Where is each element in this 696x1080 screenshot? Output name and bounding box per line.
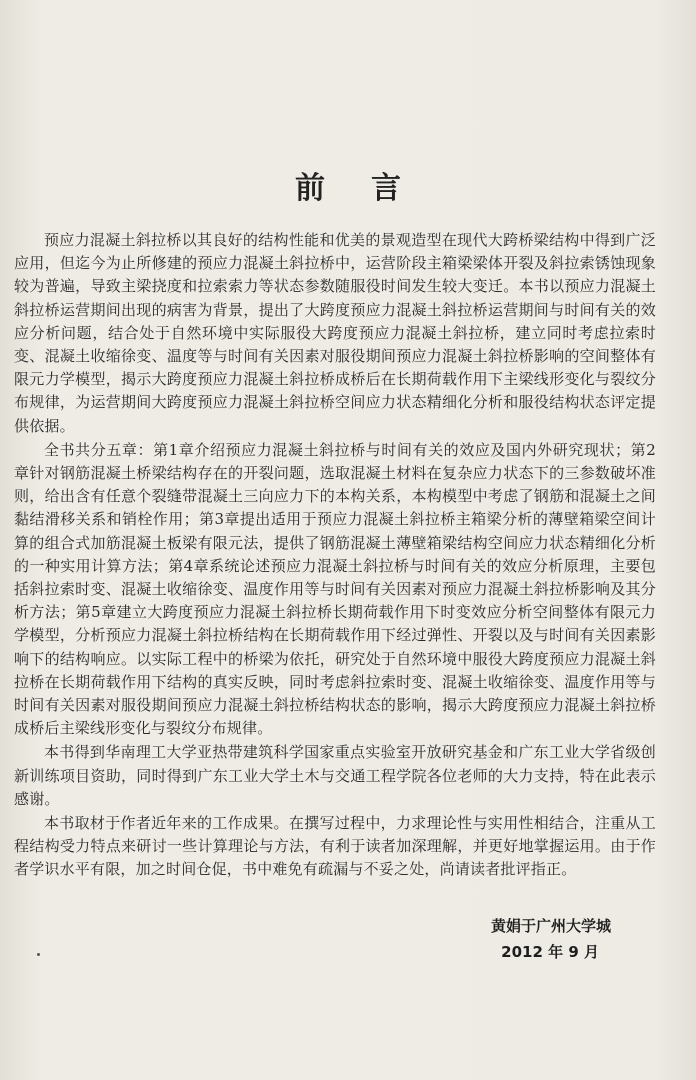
preface-body [14,229,656,882]
page-title: 前言 [295,171,447,206]
paragraph-closing: 本书取材于作者近年来的工作成果。在撰写过程中，力求理论性与实用性相结合，注重从工程结构受力特点来研讨一些计算理论与方法，有利于读者加深理解，并更好地掌握运用。由于作者学识水平有限，加之时间仓促，书中难免有疏漏与不妥之处，尚请读者批评指正。 [14,814,656,879]
paragraph-background: 预应力混凝土斜拉桥以其良好的结构性能和优美的景观造型在现代大跨桥梁结构中得到广泛应用，但迄今为止所修建的预应力混凝土斜拉桥中，运营阶段主箱梁梁体开裂及斜拉索锈蚀现象较为普遍，导致主梁挠度和拉索索力等状态参数随服役时间发生较大变迁。本书以预应力混凝土斜拉桥运营期间出现的病害为背景，提出了大跨度预应力混凝土斜拉桥运营期间与时间有关的效应分析问题，结合处于自然环境中实际服役大跨度预应力混凝土斜拉桥，建立同时考虑拉索时变、混凝土收缩徐变、温度等与时间有关因素对服役期间预应力混凝土斜拉桥影响的空间整体有限元力学模型，揭示大跨度预应力混凝土斜拉桥成桥后在长期荷载作用下主梁线形变化与裂纹分布规律，为运营期间大跨度预应力混凝土斜拉桥空间应力状态精细化分析和服役结构状态评定提供依据。 [14,231,656,435]
signature-date: 2012 年 9 月 [501,943,599,961]
paper-speck [37,953,40,956]
paragraph-chapters: 全书共分五章：第1章介绍预应力混凝土斜拉桥与时间有关的效应及国内外研究现状；第2章针对钢筋混凝土桥梁结构存在的开裂问题，选取混凝土材料在复杂应力状态下的三参数破坏准则，给出含有任意个裂缝带混凝土三向应力下的本构关系，本构模型中考虑了钢筋和混凝土之间黏结滑移关系和销栓作用；第3章提出适用于预应力混凝土斜拉桥主箱梁分析的薄壁箱梁空间计算的组合式加筋混凝土板梁有限元法，提供了钢筋混凝土薄壁箱梁结构空间应力状态精细化分析的一种实用计算方法；第4章系统论述预应力混凝土斜拉桥与时间有关的效应分析原理，主要包括斜拉索时变、混凝土收缩徐变、温度作用等与时间有关因素对预应力混凝土斜拉桥影响及其分析方法；第5章建立大跨度预应力混凝土斜拉桥长期荷载作用下时变效应分析空间整体有限元力学模型，分析预应力混凝土斜拉桥结构在长期荷载作用下经过弹性、开裂以及与时间有关因素影响下的结构响应。以实际工程中的桥梁为依托，研究处于自然环境中服役大跨度预应力混凝土斜拉桥在长期荷载作用下结构的真实反映，同时考虑斜拉索时变、混凝土收缩徐变、温度作用等与时间有关因素对服役期间预应力混凝土斜拉桥结构状态的影响，揭示大跨度预应力混凝土斜拉桥成桥后主梁线形变化与裂纹分布规律。 [14,440,656,738]
signature-block [491,913,611,965]
signature-author: 黄娟于广州大学城 [490,917,611,935]
paragraph-acknowledgement: 本书得到华南理工大学亚热带建筑科学国家重点实验室开放研究基金和广东工业大学省级创新训练项目资助，同时得到广东工业大学土木与交通工程学院各位老师的大力支持，特在此表示感谢。 [14,743,656,808]
